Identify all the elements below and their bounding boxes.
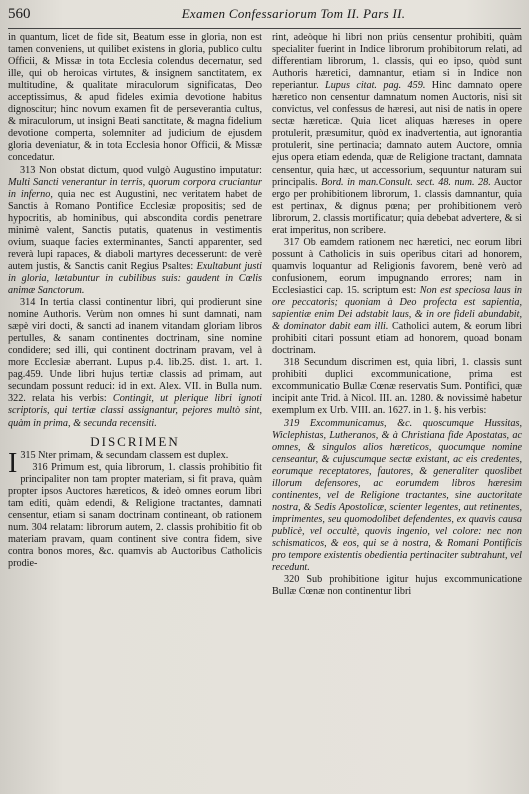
paragraph-315-text: Nter primam, & secundam classem est duplex. [38,449,229,461]
paragraph-314 [8,297,262,430]
paragraph-319: 319 Excommunicamus, &c. quoscumque Hussitas, Wiclephistas, Lutheranos, & à Christiana fide Apostatas, ac omnes, & singulos alios hæreticos, quocumque nomine censeantur, & cujuscumque sectæ existant, ac eis credentes, eorumque receptatores, fautores, & generaliter quoslibet illorum defensores, ac eorumdem libros hæresim continentes, vel de Religione tractantes, sine auctoritate nostra, & Sedis Apostolicæ, scienter legentes, aut retinentes, imprimentes, seu quomodolibet defendentes, ex quavis causa publicè, vel occultè, quovis ingenio, vel colore: nec non schismaticos, & eos, qui se à nostra, & Romani Pontificis pro tempore existentis obedientia pertinaciter subtrahunt, vel recedunt. [272,417,522,574]
paragraph-317 [272,237,522,357]
paragraph-315 [8,447,262,479]
continuation-text-2: Hinc damnato opere hæretico non censentur damnatum nomen Auctoris, nisi sit convictus, vel confessus de hæresi, aut nisi de natis in opere sectæ hæreticæ. Quia licet aliquas hæreses in opere protulerit, præsumitur, quòd ex inadvertentia, aut ignorantia protulerit, sine pertinacia; damnato autem Auctore, omnia ejus opera etiam edenda, quæ de Religione tractant, damnata censentur, quia hæc, ut accessorium, sequuntur naturam sui principalis. [272,80,522,188]
paragraph-314-text-2: num. 322. relata his verbis: [8,381,263,405]
paragraph-314-text: 314 In tertia classi continentur libri, qui prodierunt sine nomine Authoris. Verùm non omnes hi sunt damnati, nam sæpè viri docti, & sancti ad inanem vitandam gloriam libros pertulles, & sanam continentes doctrinam, sine nomine condidere; sed illi, qui continent doctrinam pravam, vel à more Ecclesiæ aberrant. Lupus p.4. lib.25. dist. 1. art. 1. pag.459. Unde libri hujus tertiæ classis ad primam, aut secundam possunt reduci: id in [8,297,262,393]
quotation-317: Non est speciosa laus in ore peccatoris; quoniam à Deo profecta est sapientia, sapientiæ enim Dei adstabit laus, & in ore fideli abundabit, & dominator dabit eam illi. [272,284,523,333]
right-column [272,32,522,790]
psalm-quotation: Exultabunt justi in gloria, lætabuntur in cubilibus suis: gaudent in Cœlis animæ Sanctorum. [8,260,262,296]
page-header [8,4,519,26]
quotation-313: Multi Sancti venerantur in terris, quorum corpora cruciantur in inferno, [8,176,262,200]
continuation-text: rint, adeòque hi libri non priùs censentur prohibiti, quàm specialiter fuerint in Indice librorum prohibitorum relati, ad differentiam librorum, 1. classis, qui eo ipso, quòd sunt Authoris hæretici, damnantur, etiam si in Indice non reperiantur. [272,32,522,92]
citation-bord: Bord. in man.Consult. sect. 48. num. 28. [321,176,491,188]
paragraph-318: 318 Secundum discrimen est, quia libri, 1. classis sunt prohibiti duplici excommunicatione, prima est excommunicatio Bullæ Cœnæ reservatis Sum. Pontifici, quæ incipit ante Trid. à Nicol. III. an. 1280. & novissimè habetur exemplum ex Urb. VIII. an. 1627. in 1. §. his verbis: [272,357,522,417]
left-column [8,32,262,790]
paragraph-313-text-2: quia nec est Augustini, nec veritatem habet de Sanctis à Romano Pontifice Ecclesiæ propositis; sed de hypocritis, ab hominibus, qui abscondita cordis penetrare minimè valent, Sanctis putatis, quatenus in vestimentis ovium, suaque facies exterminantes, Sancti apparenter, sed reverà lupi rapaces, & diaboli martyres decesserunt: de verè autem justis, & Sanctis canit Regius Psaltes: [8,188,263,272]
header-rule [8,28,521,29]
paragraph-313 [8,165,262,298]
continuation-text-3: Auctor ergo per prohibitionem librorum, 1. classis damnantur, quia est pertinax, & dignus pœna; per prohibitionem verò librorum, 2. classis mortificatur; quia debebat advertere, & si erat imperitus, non scribere. [272,176,523,236]
paragraph-continuation-right [272,32,522,237]
drop-cap: I [8,447,18,479]
paragraph-313-text: 313 Non obstat dictum, quod vulgò Augustino imputatur: [20,164,262,176]
paragraph-317-text: 317 Ob eamdem rationem nec hæretici, nec eorum libri possunt à Catholicis in suis operibus citari ad honorem, quamvis loquantur ad Religionis favorem, benè verò ad confusionem, eorum impugnando errores; nam in Ecclesiastici cap. 15. scriptum est: [272,236,522,296]
paragraph-320: 320 Sub prohibitione igitur hujus excommunicatione Bullæ Cœnæ non continentur libri [272,574,522,598]
citation-lupus: Lupus citat. pag. 459. [325,80,426,92]
page-number: 560 [8,6,31,22]
paragraph-316: 316 Primum est, quia librorum, 1. classis prohibitio fit principaliter non tam propter materiam, si fit prava, quàm propter ipsos Auctores hæreticos, & ideò omnes eorum libri tam editi, quàm edendi, & Religione tractantes, damnati censentur, etiam si sanam doctrinam contineant, ob rationem num. 304 relatam: librorum autem, 2. classis prohibitio fit ob materiam pravam, quam continent sive contra fidem, sive contra bonos mores, &c. quamvis ab Auctoribus Catholicis prodie- [8,461,262,570]
paragraph-315-number: 315 [20,449,36,461]
running-title: Examen Confessariorum Tom II. Pars II. [181,6,406,21]
paragraph-317-text-2: Catholici autem, & eorum libri prohibiti citari possunt etiam ad honorem, quoad bonam doctrinam. [272,321,523,357]
quotation-314: Contingit, ut plerique libri ignoti scriptoris, qui tertiæ classi assignantur, pejores multò sint, quàm in prima, & secunda recensiti. [8,393,263,429]
paragraph-continuation: in quantum, licet de fide sit, Beatum esse in gloria, non est tamen conveniens, ut quilibet existens in gloria, publico cultu Officii, & Missæ in tota Ecclesia colendus decernatur, sed ille, qui ob heroicas virtutes, & insignem sanctitatem, ex multitudine, & qualitate miraculorum significatas, Deo acceptissimus, & apud fideles eximia devotione habitus dignoscitur; hinc novum examen fit de perseverantia cultus, & miraculorum, ut insigni Beati sanctitate, & magna fidelium devotione comperta, solemniter ad judicium de ejusdem gloria deveniatur, & in tota Ecclesia honor Officii, & Missæ concedatur. [8,32,262,164]
paragraph-314-ref: ext. Alex. VII. in Bulla [141,381,238,393]
section-heading: DISCRIMEN [90,433,180,449]
